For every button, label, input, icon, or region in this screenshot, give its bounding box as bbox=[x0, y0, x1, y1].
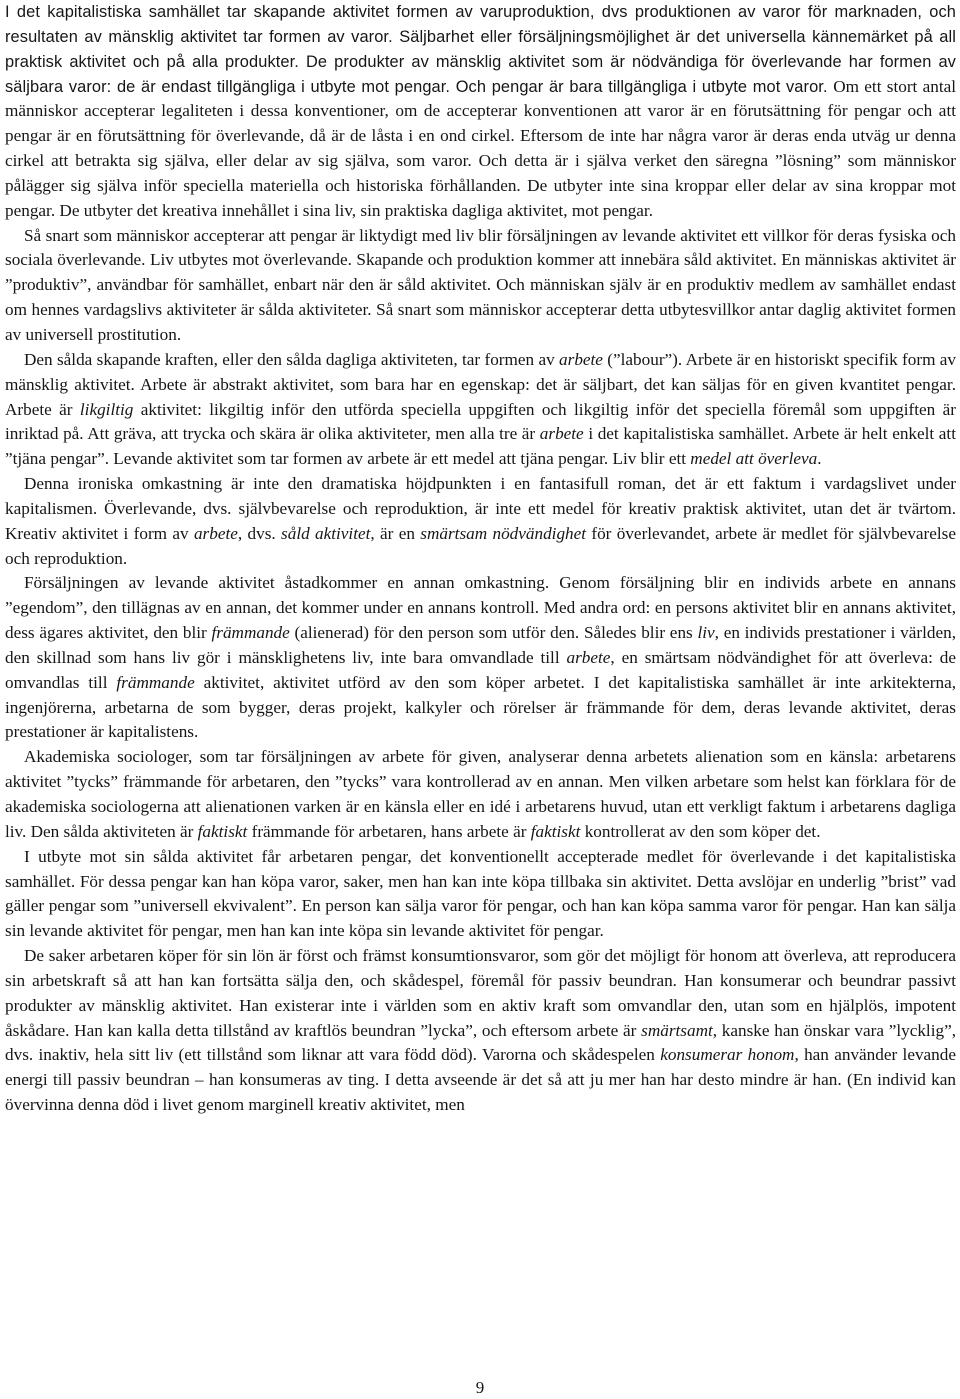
paragraph-2 bbox=[5, 224, 956, 348]
text-run: Försäljningen av levande aktivitet åstadkommer en annan omkastning. Genom försäljning blir en individs arbete en annans ”egendom”, den tillägnas av en annan, det kommer under en annans kontroll. Med andra ord: en persons aktivitet blir en annans aktivitet, dess ägares aktivitet, den blir bbox=[5, 573, 956, 643]
paragraph-4 bbox=[5, 472, 956, 571]
emphasis-text: såld aktivitet bbox=[281, 523, 371, 543]
text-run: kontrollerat av den som köper det. bbox=[580, 821, 821, 841]
emphasis-text: faktiskt bbox=[530, 821, 581, 841]
text-run: aktivitet: likgiltig inför den utförda speciella uppgiften och likgiltig inför det speciella föremål som uppgiften är inriktad på. Att gräva, att trycka och skära är olika aktiviteter, men alla tre är bbox=[5, 399, 956, 444]
text-run: , är en bbox=[370, 523, 421, 543]
emphasis-text: arbete bbox=[193, 523, 238, 543]
text-run: I det kapitalistiska samhället tar skapande aktivitet formen av varuproduktion, dvs produktionen av varor för marknaden, och resultaten av mänsklig aktivitet tar formen av varor. Säljbarhet eller försäljningsmöjlighet är det universella kännemärket på all praktisk aktivitet och på alla produkter. bbox=[5, 3, 956, 71]
paragraph-1 bbox=[5, 0, 956, 224]
emphasis-text: liv bbox=[697, 623, 715, 643]
text-run: , dvs. bbox=[237, 523, 282, 543]
text-run: Den sålda skapande kraften, eller den sålda dagliga aktiviteten, tar formen av bbox=[24, 349, 560, 369]
text-run: Denna ironiska omkastning är inte den dramatiska höjdpunkten i en fantasifull roman, det är ett faktum i vardagslivet under kapitalismen. Överlevande, dvs. självbevarelse och reproduktion, är inte ett medel för kreativ praktisk aktivitet, utan det är tvärtom. Kreativ aktivitet i form av bbox=[5, 474, 956, 543]
page-number: 9 bbox=[475, 1378, 485, 1397]
text-run: Om ett stort antal människor accepterar legaliteten i dessa konventioner, om de accepterar konventionen att varor är en förutsättning för pengar och att pengar är en förutsättning för överlevande, då är de låsta i en ond cirkel. Eftersom de inte har några varor är deras enda utväg ur denna cirkel att betrakta sig själva, eller delar av sig själva, som varor. Och detta är i själva verket den säregna ”lösning” som människor pålägger sig själva inför speciella materiella och historiska förhållanden. De utbyter inte sina kroppar eller delar av sina kroppar mot pengar. De utbyter det kreativa innehållet i sina liv, sin praktiska dagliga aktivitet, mot pengar. bbox=[5, 76, 956, 220]
text-run: för överlevandet, arbete är medlet för självbevarelse och reproduktion. bbox=[5, 523, 956, 568]
emphasis-text: likgiltig bbox=[79, 399, 134, 419]
paragraph-7 bbox=[5, 845, 956, 944]
emphasis-text: konsumerar honom bbox=[660, 1045, 795, 1065]
paragraph-6 bbox=[5, 745, 956, 844]
text-run: Akademiska sociologer, som tar försäljningen av arbete för given, analyserar denna arbetets alienation som en känsla: arbetarens aktivitet ”tycks” främmande för arbetaren, den ”tycks” vara kontrollerad av en annan. Men vilken arbetare som helst kan förklara för de akademiska sociologerna att alienationen varken är en känsla eller en idé i arbetarens huvud, utan ett verkligt faktum i arbetarens dagliga liv. Den sålda aktiviteten är bbox=[5, 747, 956, 841]
text-run: (”labour”). Arbete är en historiskt specifik form av mänsklig aktivitet. Arbete är abstrakt aktivitet, som bara har en egenskap: det är säljbart, det kan säljas för en given kvantitet pengar. Arbete är bbox=[5, 349, 956, 419]
emphasis-text: arbete bbox=[539, 424, 584, 444]
emphasis-text: smärtsamt bbox=[641, 1020, 713, 1040]
paragraph-8 bbox=[5, 944, 956, 1118]
emphasis-text: medel att överleva bbox=[690, 449, 818, 469]
text-run: (alienerad) för den person som utför den. Således blir ens bbox=[289, 623, 698, 643]
text-run: De saker arbetaren köper för sin lön är först och främst konsumtionsvaror, som gör det möjligt för honom att överleva, att reproducera sin arbetskraft så att han kan fortsätta sälja den, och skådespel, föremål för passiv beundran. Han konsumerar och beundrar passivt produkter av mänsklig aktivitet. Han existerar inte i världen som en aktiv kraft som omvandlar den, utan som en hjälplös, impotent åskådare. Han kan kalla detta tillstånd av kraftlös beundran ”lycka”, och eftersom arbete är bbox=[5, 946, 956, 1040]
text-run: I utbyte mot sin sålda aktivitet får arbetaren pengar, det konventionellt accepterade medlet för överlevande i det kapitalistiska samhället. För dessa pengar kan han köpa varor, saker, men han kan inte köpa tillbaka sin aktivitet. Detta avslöjar en underlig ”brist” vad gäller pengar som ”universell ekvivalent”. En person kan sälja varor för pengar, och han kan köpa samma varor för pengar. Han kan sälja sin levande aktivitet för pengar, men han kan inte köpa sin levande aktivitet för pengar. bbox=[5, 846, 956, 941]
text-run: . bbox=[817, 449, 822, 469]
emphasis-text: smärtsam nödvändighet bbox=[420, 523, 587, 543]
emphasis-text: arbete bbox=[566, 647, 611, 667]
text-run: , en individs prestationer i världen, den skillnad som hans liv gör i mänsklighetens liv, inte bara omvandlade till bbox=[5, 623, 956, 667]
text-run: De produkter av mänsklig aktivitet som är nödvändiga för överlevande har formen av säljbara varor: de är endast tillgängliga i utbyte mot pengar. Och pengar är bara tillgängliga i utbyte mot varor. bbox=[5, 52, 956, 96]
paragraph-5 bbox=[5, 571, 956, 745]
text-run: , en smärtsam nödvändighet för att överleva: de omvandlas till bbox=[5, 647, 956, 692]
emphasis-text: främmande bbox=[116, 672, 195, 692]
emphasis-text: arbete bbox=[559, 349, 603, 369]
text-run: aktivitet, aktivitet utförd av den som köper arbetet. I det kapitalistiska samhället är inte arkitekterna, ingenjörerna, arbetarna de som bygger, deras projekt, kalkyler och rörelser är främmande för dem, deras levande aktivitet, deras prestationer är kapitalistens. bbox=[5, 672, 956, 742]
emphasis-text: främmande bbox=[211, 623, 290, 643]
text-run: främmande för arbetaren, hans arbete är bbox=[247, 821, 531, 841]
text-run: Så snart som människor accepterar att pengar är liktydigt med liv blir försäljningen av levande aktivitet ett villkor för deras fysiska och sociala överlevande. Liv utbytes mot överlevande. Skapande och produktion kommer att innebära såld aktivitet. En människas aktivitet är ”produktiv”, användbar för samhället, enbart när den är såld aktivitet. Och människan själv är en produktiv medlem av samhället endast om hennes vardagslivs aktiviteter är sålda aktiviteter. Så snart som människor accepterar detta utbytesvillkor antar daglig aktivitet formen av universell prostitution. bbox=[5, 225, 956, 344]
text-run: , kanske han önskar vara ”lycklig”, dvs. inaktiv, hela sitt liv (ett tillstånd som liknar att vara född död). Varorna och skådespelen bbox=[5, 1020, 956, 1065]
emphasis-text: faktiskt bbox=[197, 821, 248, 841]
body-text bbox=[5, 0, 956, 1118]
paragraph-3 bbox=[5, 348, 956, 472]
text-run: i det kapitalistiska samhället. Arbete är helt enkelt att ”tjäna pengar”. Levande aktivitet som tar formen av arbete är ett medel att tjäna pengar. Liv blir ett bbox=[5, 424, 956, 469]
text-run: , han använder levande energi till passiv beundran – han konsumeras av ting. I detta avseende är det så att ju mer han har desto mindre är han. (En individ kan övervinna denna död i livet genom marginell kreativ aktivitet, men bbox=[5, 1045, 956, 1115]
